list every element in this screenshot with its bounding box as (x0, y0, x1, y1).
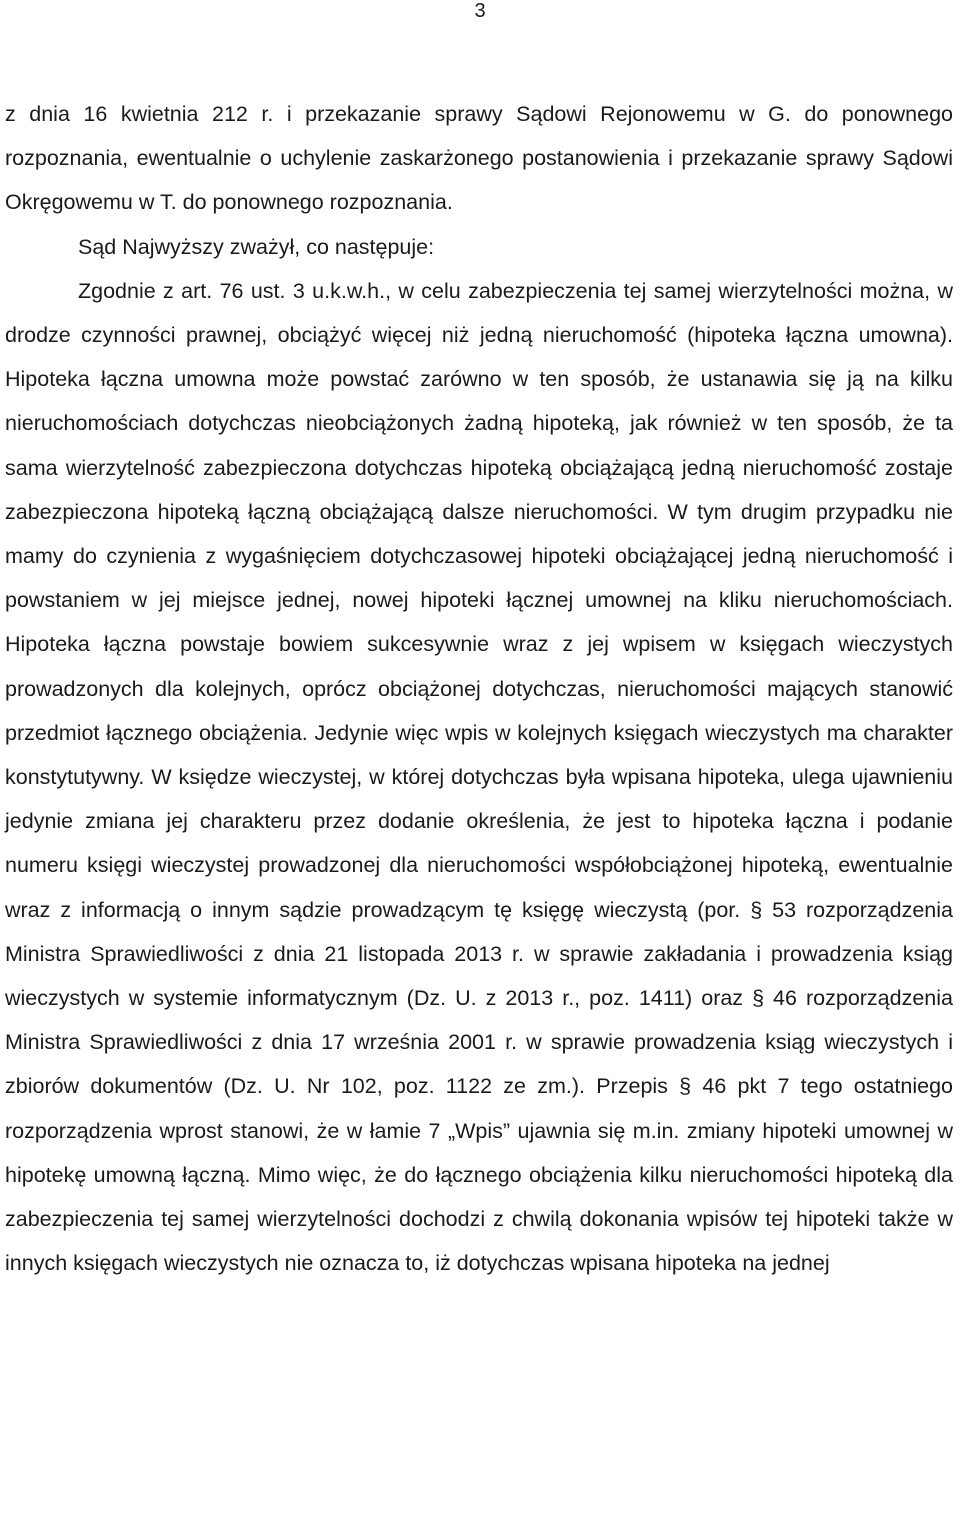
paragraph-continuation: z dnia 16 kwietnia 212 r. i przekazanie sprawy Sądowi Rejonowemu w G. do ponownego rozpoznania, ewentualnie o uchylenie zaskarżonego postanowienia i przekazanie sprawy Sądowi Okręgowemu w T. do ponownego rozpoznania. (5, 102, 953, 215)
page-number: 3 (474, 0, 486, 22)
document-body (5, 92, 953, 1285)
paragraph-reasoning: Zgodnie z art. 76 ust. 3 u.k.w.h., w celu zabezpieczenia tej samej wierzytelności można, w drodze czynności prawnej, obciążyć więcej niż jedną nieruchomość (hipoteka łączna umowna). Hipoteka łączna umowna może powstać zarówno w ten sposób, że ustanawia się ją na kilku nieruchomościach dotychczas nieobciążonych żadną hipoteką, jak również w ten sposób, że ta sama wierzytelność zabezpieczona dotychczas hipoteką obciążającą jedną nieruchomość zostaje zabezpieczona hipoteką łączną obciążającą dalsze nieruchomości. W tym drugim przypadku nie mamy do czynienia z wygaśnięciem dotychczasowej hipoteki obciążającej jedną nieruchomość i powstaniem w jej miejsce jednej, nowej hipoteki łącznej umownej na kliku nieruchomościach. Hipoteka łączna powstaje bowiem sukcesywnie wraz z jej wpisem w księgach wieczystych prowadzonych dla kolejnych, oprócz obciążonej dotychczas, nieruchomości mających stanowić przedmiot łącznego obciążenia. Jedynie więc wpis w kolejnych księgach wieczystych ma charakter konstytutywny. W księdze wieczystej, w której dotychczas była wpisana hipoteka, ulega ujawnieniu jedynie zmiana jej charakteru przez dodanie określenia, że jest to hipoteka łączna i podanie numeru księgi wieczystej prowadzonej dla nieruchomości współobciążonej hipoteką, ewentualnie wraz z informacją o innym sądzie prowadzącym tę księgę wieczystą (por. § 53 rozporządzenia Ministra Sprawiedliwości z dnia 21 listopada 2013 r. w sprawie zakładania i prowadzenia ksiąg wieczystych w systemie informatycznym (Dz. U. z 2013 r., poz. 1411) oraz § 46 rozporządzenia Ministra Sprawiedliwości z dnia 17 września 2001 r. w sprawie prowadzenia ksiąg wieczystych i zbiorów dokumentów (Dz. U. Nr 102, poz. 1122 ze zm.). Przepis § 46 pkt 7 tego ostatniego rozporządzenia wprost stanowi, że w łamie 7 „Wpis” ujawnia się m.in. zmiany hipoteki umownej w hipotekę umowną łączną. Mimo więc, że do łącznego obciążenia kilku nieruchomości hipoteką dla zabezpieczenia tej samej wierzytelności dochodzi z chwilą dokonania wpisów tej hipoteki także w innych księgach wieczystych nie oznacza to, iż dotychczas wpisana hipoteka na jednej (5, 278, 953, 1276)
paragraph-court-heading: Sąd Najwyższy zważył, co następuje: (78, 234, 435, 259)
